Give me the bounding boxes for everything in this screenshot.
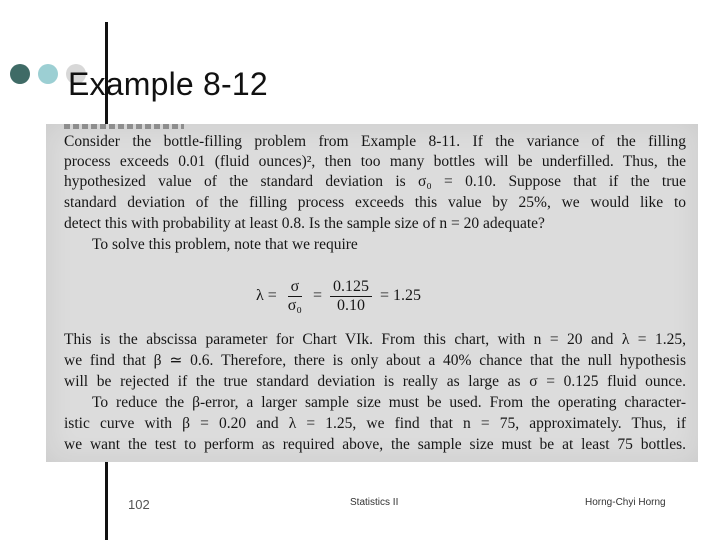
formula-denominator: σ₀ xyxy=(287,296,302,314)
passage-line: To solve this problem, note that we require xyxy=(92,236,358,253)
passage-line: This is the abscissa parameter for Chart VIk. From this chart, with n = 20 and λ = 1.25, xyxy=(64,331,686,348)
footer-course: Statistics II xyxy=(350,497,399,508)
slide-title: Example 8-12 xyxy=(68,66,268,102)
passage-line: will be rejected if the true standard deviation is really as large as σ = 0.125 fluid ounce. xyxy=(64,373,686,390)
passage-line: we find that β ≃ 0.6. Therefore, there is only about a 40% chance that the null hypothesis xyxy=(64,352,686,369)
formula-lhs: λ = xyxy=(256,287,277,304)
decorative-bullet-dot xyxy=(38,64,58,84)
formula-fraction-sigma xyxy=(285,278,305,315)
passage-line: Consider the bottle-filling problem from Example 8-11. If the variance of the filling xyxy=(64,133,686,150)
passage-line: detect this with probability at least 0.8. Is the sample size of n = 20 adequate? xyxy=(64,215,545,232)
formula-result: = 1.25 xyxy=(380,287,422,304)
passage-line: standard deviation of the filling process exceeds this value by 25%, we would like to xyxy=(64,194,686,211)
formula-numerator: σ xyxy=(288,278,303,297)
passage-line: hypothesized value of the standard deviation is σ₀ = 0.10. Suppose that if the true xyxy=(64,173,686,190)
passage-line: process exceeds 0.01 (fluid ounces)², then too many bottles will be underfilled. Thus, the xyxy=(64,153,686,170)
formula-fraction-values xyxy=(330,278,372,315)
formula-numerator: 0.125 xyxy=(330,278,372,297)
formula-denominator: 0.10 xyxy=(337,296,366,314)
lambda-formula xyxy=(256,274,421,318)
formula-equals: = xyxy=(312,287,323,304)
page-number: 102 xyxy=(128,497,150,512)
passage-line: To reduce the β-error, a larger sample size must be used. From the operating character- xyxy=(92,394,686,411)
scanned-textbook-excerpt xyxy=(46,124,698,462)
cropped-heading-remnant xyxy=(64,124,184,129)
passage-line: we want the test to perform as required above, the sample size must be at least 75 bottles. xyxy=(64,436,686,453)
passage-line: istic curve with β = 0.20 and λ = 1.25, we find that n = 75, approximately. Thus, if xyxy=(64,415,686,432)
decorative-bullet-dot xyxy=(10,64,30,84)
footer-author: Horng-Chyi Horng xyxy=(585,497,666,508)
